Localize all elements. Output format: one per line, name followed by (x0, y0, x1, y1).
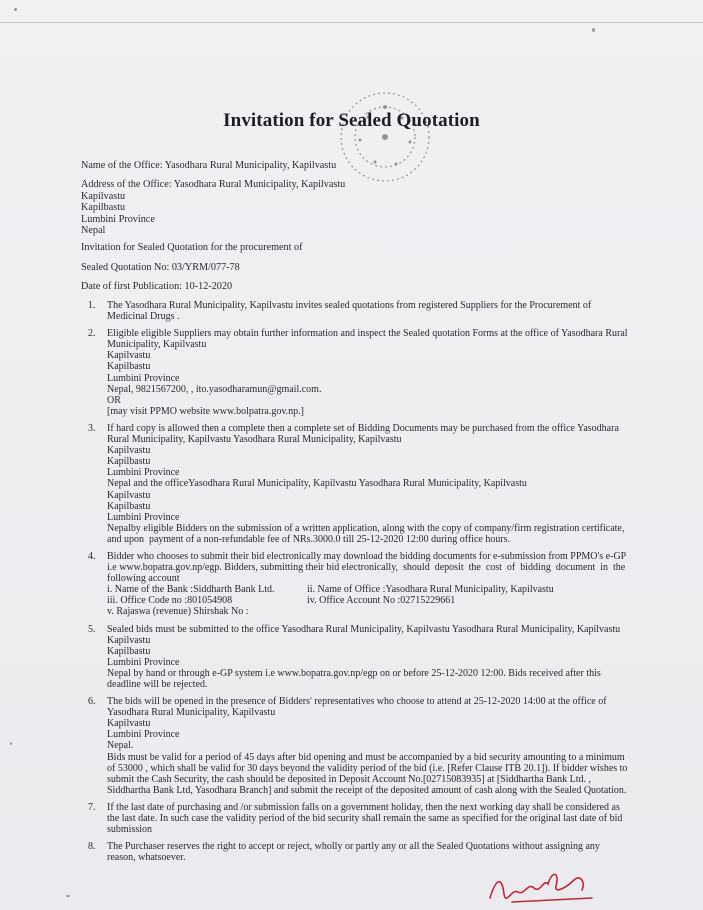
clause-text-line: Yasodhara Rural Municipality, Kapilvastu (107, 707, 276, 719)
clause-item (88, 328, 633, 417)
clause-number: 1. (88, 300, 96, 311)
clause-text-line: [may visit PPMO website www.bolpatra.gov.np.] (107, 405, 305, 417)
clause-number: 2. (88, 328, 96, 340)
clause-text-line: Kapilvastu (107, 718, 151, 730)
clause-text-line: Lumbini Province (107, 656, 180, 668)
paper-speck (66, 895, 70, 897)
clause-text-line: Siddhartha Bank Ltd, Yasodhara Branch] and submit the receipt of the deposited amount of cash along with the Sealed Quotation. (107, 784, 627, 796)
clause-text-line: If hard copy is allowed then a complete then a complete set of Bidding Documents may be purchased from the office Yasodhara (107, 422, 619, 434)
bank-account-field: iv. Office Account No :02715229661 (307, 595, 456, 607)
clause-text-line: Kapilvastu (107, 634, 151, 646)
clause-item (88, 300, 633, 322)
numbered-clause-list (88, 300, 633, 869)
clause-number: 5. (88, 623, 96, 635)
handwritten-signature (482, 858, 602, 910)
clause-text-line: Sealed bids must be submitted to the office Yasodhara Rural Municipality, Kapilvastu Yasodhara Rural Municipality, Kapilvastu (107, 623, 621, 635)
clause-item (88, 802, 633, 835)
address-line: Kapilbastu (81, 202, 126, 214)
address-line: Nepal (81, 225, 106, 237)
clause-text-line: The Yasodhara Rural Municipality, Kapilvastu invites sealed quotations from registered Suppliers for the Procurement of (107, 300, 592, 311)
clause-text-line: and upon payment of a non-refundable fee of NRs.3000.0 till 25-12-2020 12:00 during office hours. (107, 533, 511, 545)
clause-text-line: Kapilbastu (107, 456, 151, 468)
clause-text-line: of 53000 , which shall be valid for 30 days beyond the validity period of the bid (i.e. [Refer Clause ITB 20.1]). If bidder wishes to (107, 762, 628, 774)
clause-text-line: Bids must be valid for a period of 45 days after bid opening and must be accompanied by a bid security amounting to a minimum (107, 751, 625, 763)
clause-text-line: Kapilbastu (107, 500, 151, 512)
paper-fold-line (0, 22, 703, 23)
clause-text-line: Eligible eligible Suppliers may obtain further information and inspect the Sealed quotation Forms at the office of Yasodhara Rural (107, 328, 628, 340)
clause-text-line: Municipality, Kapilvastu (107, 339, 207, 351)
clause-text-line: Kapilbastu (107, 645, 151, 657)
clause-number: 4. (88, 550, 96, 562)
clause-text-line: The bids will be opened in the presence of Bidders' representatives who choose to attend at 25-12-2020 14:00 at the office of (107, 696, 607, 708)
clause-number: 3. (88, 422, 96, 434)
clause-item (88, 423, 633, 545)
clause-text-line: If the last date of purchasing and /or submission falls on a government holiday, then the next working day shall be considered as (107, 801, 620, 813)
clause-text-line: deadline will be rejected. (107, 679, 208, 690)
clause-number: 6. (88, 696, 96, 708)
document-title: Invitation for Sealed Quotation (223, 110, 480, 131)
clause-number: 8. (88, 841, 96, 853)
quotation-number: Sealed Quotation No: 03/YRM/077-78 (81, 261, 240, 273)
address-line: Kapilvastu (81, 190, 126, 202)
bank-account-field: i. Name of the Bank :Siddharth Bank Ltd. (107, 584, 275, 596)
clause-text-line: Bidder who chooses to submit their bid electronically may download the bidding documents for e-submission from PPMO's e-GP (107, 550, 627, 562)
clause-text-line: Kapilvastu (107, 489, 151, 501)
clause-text-line: Nepalby eligible Bidders on the submission of a written application, along with the copy of company/firm registration certificate, (107, 522, 625, 534)
clause-text-line: Nepal. (107, 740, 134, 752)
procurement-line: Invitation for Sealed Quotation for the procurement of (81, 242, 303, 254)
bank-account-field: ii. Name of Office :Yasodhara Rural Municipality, Kapilvastu (307, 584, 554, 596)
paper-speck (10, 742, 12, 745)
clause-text-line: Rural Municipality, Kapilvastu Yasodhara Rural Municipality, Kapilvastu (107, 434, 402, 446)
clause-item (88, 696, 633, 796)
clause-text-line: v. Rajaswa (revenue) Shirshak No : (107, 606, 249, 618)
paper-speck (14, 8, 17, 11)
clause-text-line: the last date. In such case the validity period of the bid security shall remain the same as specified for the original last date of bid (107, 813, 623, 825)
clause-text-line: Medicinal Drugs . (107, 311, 180, 323)
clause-item (88, 624, 633, 691)
paper-speck (592, 28, 595, 32)
clause-text-line: Nepal by hand or through e-GP system i.e www.bopatra.gov.np/egp on or before 25-12-2020 12:00. Bids received after this (107, 667, 601, 679)
clause-number: 7. (88, 801, 96, 813)
first-publication-date: Date of first Publication: 10-12-2020 (81, 281, 233, 293)
clause-text-line: Lumbini Province (107, 372, 180, 384)
bank-account-field: iii. Office Code no :801054908 (107, 595, 233, 607)
clause-text-line: The Purchaser reserves the right to accept or reject, wholly or partly any or all the Sealed Quotations without assigning any (107, 841, 600, 853)
clause-item (88, 551, 633, 618)
clause-text-line: Kapilvastu (107, 350, 151, 362)
clause-text-line: Kapilbastu (107, 361, 151, 373)
address-line: Address of the Office: Yasodhara Rural Municipality, Kapilvastu (81, 179, 346, 191)
bank-account-row (107, 584, 633, 595)
clause-text-line: Nepal, 9821567200, , ito.yasodharamun@gmail.com. (107, 383, 322, 395)
address-line: Lumbini Province (81, 213, 155, 225)
clause-text-line: Lumbini Province (107, 467, 180, 479)
header-block (81, 160, 641, 293)
clause-text-line: Nepal and the officeYasodhara Rural Municipality, Kapilvastu Yasodhara Rural Municipality, Kapilvastu (107, 478, 527, 490)
office-name: Name of the Office: Yasodhara Rural Municipality, Kapilvastu (81, 160, 337, 171)
clause-text-line: OR (107, 394, 121, 406)
clause-text-line: submit the Cash Security, the cash should be deposited in Deposit Account No.[02715083935] at [Siddhartha Bank Ltd. , (107, 773, 591, 785)
clause-text-line: Lumbini Province (107, 511, 180, 523)
clause-text-line: submission (107, 824, 153, 836)
clause-text-line: i.e www.bopatra.gov.np/egp. Bidders, submitting their bid electronically, should deposit the cost of bidding document in the (107, 562, 626, 574)
clause-text-line: following account (107, 573, 180, 585)
clause-text-line: Lumbini Province (107, 729, 180, 741)
clause-text-line: reason, whatsoever. (107, 852, 186, 864)
bank-account-row (107, 595, 633, 606)
clause-text-line: Kapilvastu (107, 445, 151, 457)
